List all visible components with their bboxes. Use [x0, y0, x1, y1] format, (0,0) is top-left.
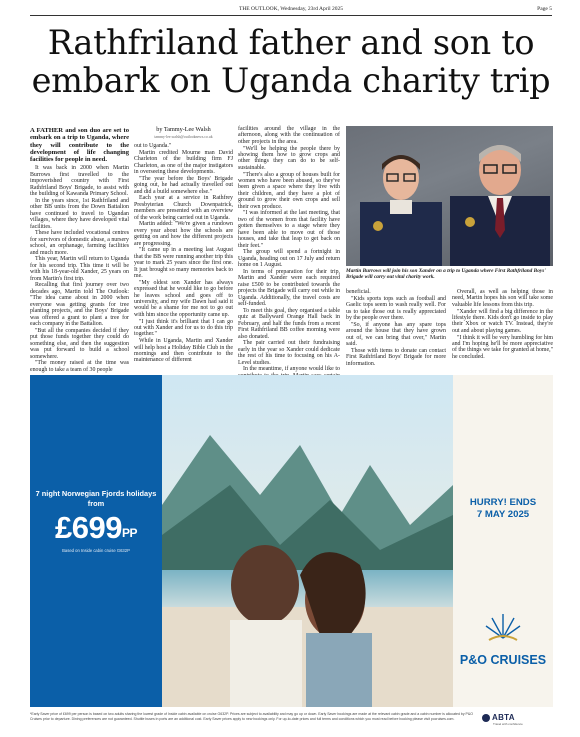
- article-paragraph: "There's also a group of houses built for women who have been abused, so they've been given a space where they live with their children, and they have a plot of ground to grow their own crops and sell their own produce.: [238, 171, 340, 210]
- photo-man: [450, 134, 550, 266]
- article-paragraph: "So, if anyone has any spare tops around the house that they have grown out of, we can bring that over," Martin said.: [346, 321, 446, 347]
- column-1-body: [30, 165, 129, 373]
- article-paragraph: The group will spend a fortnight in Uganda, heading out on 17 July and return home on 1 August.: [238, 249, 340, 269]
- column-4: [346, 289, 446, 367]
- cruise-advert: [30, 375, 553, 707]
- article-paragraph: facilities around the village in the afternoon, along with the continuation of other projects in the area.: [238, 126, 340, 145]
- article-paragraph: "Xander will find a big difference in the lifestyle there. Kids don't go inside to play their Xbox or watch TV. Instead, they're out and about playing games.: [452, 308, 553, 334]
- article-paragraph: Martin added: "We're given a rundown every year about how the schools are getting on and how the different projects are progressing.: [134, 221, 233, 247]
- ad-offer-panel: [30, 375, 162, 707]
- column-1: [30, 127, 129, 373]
- ad-price-suffix: PP: [121, 526, 137, 540]
- ad-price-basis: Based on Inside cabin cruise G632P: [62, 548, 130, 553]
- ad-deadline-line-1: HURRY! ENDS: [469, 497, 537, 508]
- column-3-body: [238, 126, 340, 386]
- article-paragraph: Recalling that first journey over two decades ago, Martin told The Outlook: "The idea came about in 2000 when everyone was getting grants for tree planting projects, and the Boys' Brigade was offered a grant to plant a tree for each company in the Battalion.: [30, 282, 129, 328]
- article-paragraph: While in Uganda, Martin and Xander will help host a Holiday Bible Club in the mornings and then contribute to the maintenance of different: [134, 338, 233, 364]
- article-paragraph: out to Uganda.": [134, 143, 172, 149]
- page-header: [30, 6, 552, 18]
- header-rule: [30, 15, 552, 16]
- ad-deadline-line-2: 7 MAY 2025: [476, 509, 530, 520]
- article-paragraph: Martin credited Mourne man David Charleton of the building firm FJ Charleton, as one of the major instigators in overseeing these developments.: [134, 149, 233, 175]
- column-5-body: [452, 289, 553, 360]
- column-3: [238, 126, 340, 386]
- photo-caption: Martin Burrows will join his son Xander on a trip to Uganda where First Rathfriland Boys' Brigade will carry out vital charity work.: [346, 268, 546, 281]
- ad-brand-panel: [453, 375, 553, 707]
- article-paragraph: "I was informed at the last meeting, that two of the women from that facility have gotten themselves to a stage where they have been able to move out of those houses, and take that leap to get back on their feet.": [238, 210, 340, 249]
- abta-tagline: Travel with confidence: [493, 722, 523, 726]
- article-paragraph: "The money raised at the time was enough to take a team of 30 people: [30, 360, 129, 373]
- article-paragraph: "It came up in a meeting last August that the BB were running another trip this year to mark 25 years since the first one. It just brought so many memories back to me.: [134, 247, 233, 279]
- headline: Rathfriland father and son to embark on Uganda charity trip: [31, 23, 551, 100]
- abta-logo: [482, 713, 552, 729]
- article-paragraph: It was back in 2000 when Martin Burrows first travelled to the impoverished country with First Rathfriland Boys' Brigade, to assist with the building of Kawanda Primary School.: [30, 165, 129, 198]
- article-paragraph: In the years since, 1st Rathfriland and other BB units from the Down Battalion have continued to travel to Ugandan villages, where they have developed vital facilities.: [30, 197, 129, 230]
- article-paragraph: "I think it will be very humbling for him and I'm hoping he'll be more appreciative of the things we take for granted at home," he concluded.: [452, 334, 553, 360]
- ad-price-value: £699: [55, 510, 122, 545]
- abta-wordmark: ABTA: [492, 713, 515, 722]
- article-paragraph: The pair carried out their fundraising early in the year so Xander could dedicate the rest of his time to focusing on his A-Level studies.: [238, 340, 340, 366]
- article-paragraph: "We'll be helping the people there by showing them how to grow crops and other things they can do to be self-sustainable.: [238, 145, 340, 171]
- standfirst: A FATHER and son duo are set to embark on a trip to Uganda, where they will contribute to the development of life changing facilities for people in need.: [30, 127, 129, 164]
- photo-boy: [360, 142, 442, 266]
- article-paragraph: "My oldest son Xander has always expressed that he would like to go before he leaves school and goes off to university, and my wife Dawn had said it would be a shame for me not to go out with him since the opportunity came up.: [134, 279, 233, 318]
- article-paragraph: To meet this goal, they organised a table quiz at Ballyward Orange Hall back in February, and half the funds from a recent First Rathfriland BB coffee morning were also donated.: [238, 307, 340, 340]
- article-paragraph: In the meantime, if anyone would like to: [243, 366, 340, 373]
- page-number: Page 5: [537, 6, 552, 12]
- article-paragraph: These have included vocational centres for survivors of domestic abuse, a nursery school, an orphanage, farming facilities and much more.: [30, 230, 129, 256]
- column-2-body: [134, 143, 233, 364]
- ad-terms: *Early Saver price of £699 per person is based on two adults sharing the lowest grade of Inside cabin available on cruise G632P. Prices are subject to availability and may go up or down. Early Saver bookings are made at the relevant cabin grade and a cabin number is allocated by P&O Cruises prior to departure. Dining preferences are not guaranteed. Shuttle buses in ports are an additional cost. Early Saver prices apply to new bookings only. For up-to-date prices and full terms and conditions which you must read before booking please visit pocruises.com.: [30, 712, 473, 721]
- ad-brand-name: P&O CRUISES: [459, 653, 547, 667]
- article-paragraph: beneficial.: [346, 289, 371, 295]
- article-photo: [346, 126, 553, 266]
- article-paragraph: Those with items to donate can contact First Rathfriland Boys' Brigade for more information.: [346, 347, 446, 367]
- ad-price: [30, 511, 162, 551]
- column-4-body: [346, 289, 446, 367]
- publication-line: THE OUTLOOK, Wednesday, 23rd April 2025: [238, 6, 344, 12]
- article-paragraph: "The year before the Boys' Brigade going out, he had actually travelled out and did a build somewhere else.": [134, 175, 233, 195]
- article-paragraph: In terms of preparation for their trip, Martin and Xander were each required raise £500 to be contributed towards the projects the Brigade will carry out while in Uganda. Additionally, the travel costs are self-funded.: [238, 268, 340, 308]
- column-5: [452, 289, 553, 361]
- article-paragraph: Overall, as well as helping those in need, Martin hopes his son will take some valuable life lessons from this trip.: [452, 289, 553, 308]
- ad-deadline: [453, 497, 553, 521]
- article-paragraph: This year, Martin will return to Uganda for his second trip. This time it will be with his 18-year-old Xander, 25 years on from Martin's first trip.: [30, 256, 129, 282]
- author-email: tammy-lee.walsh@outlooknews.co.uk: [154, 135, 213, 139]
- column-2: [134, 126, 233, 364]
- abta-badge-icon: [482, 714, 490, 722]
- article-paragraph: "I just think it's brilliant that I can go out with Xander and for us to do this trip together.": [134, 318, 233, 338]
- po-sunburst-icon: [483, 608, 523, 648]
- article-paragraph: "But all the companies decided if they put those funds together they could do something else, and then the suggestion was put forward to build a school somewhere.: [30, 327, 129, 360]
- article-paragraph: "Kids sports tops such as football and Gaelic tops seem to wash really well. For us to take those out is really appreciated by the people over there.: [346, 295, 446, 321]
- byline: by Tammy-Lee Walsh: [156, 126, 211, 133]
- ad-offer-text: 7 night Norwegian Fjords holidays from: [35, 489, 157, 508]
- article-paragraph: Each year at a service in Rathfrey Presbyterian Church Downpatrick, members are presented with an overview of the work being carried out in Uganda.: [134, 195, 233, 221]
